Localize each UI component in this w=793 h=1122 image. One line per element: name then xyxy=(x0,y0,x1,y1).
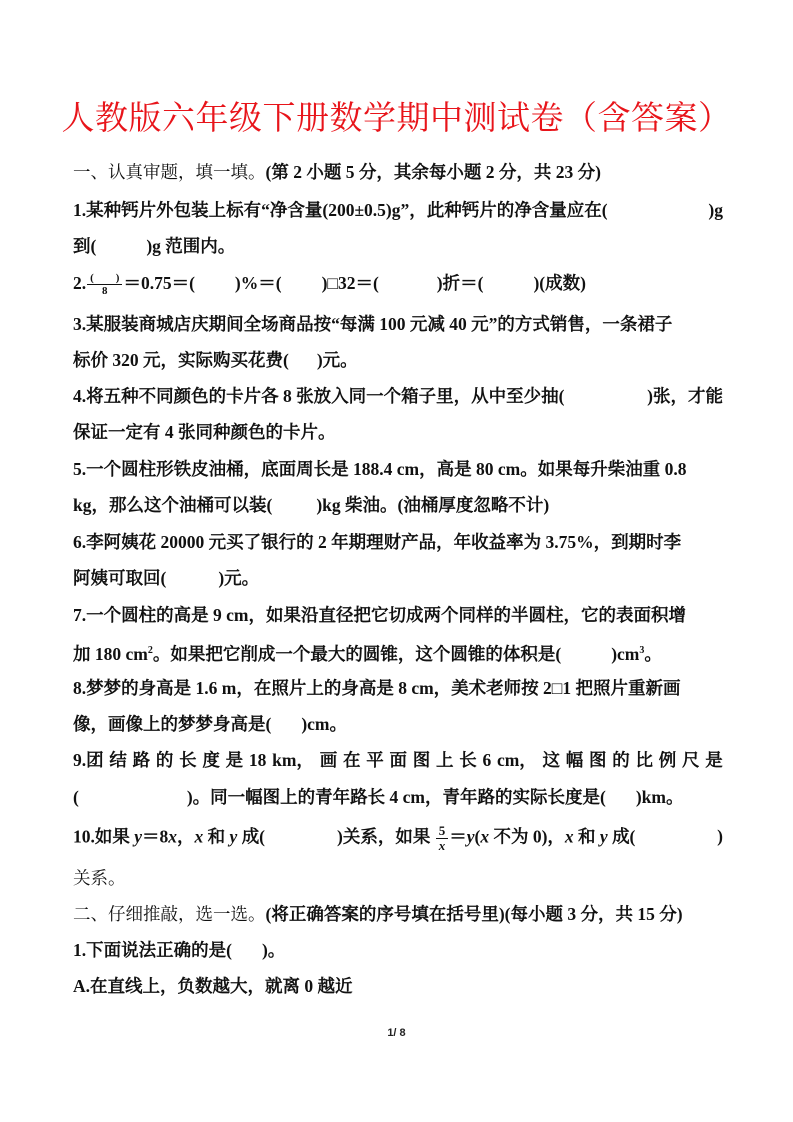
q3-line2 xyxy=(73,348,723,372)
variable-x: x xyxy=(480,826,490,847)
q6-line2-a: 阿姨可取回( xyxy=(73,568,167,588)
q10-text: 不为 0)， xyxy=(489,826,565,847)
q9-line2-c: )km。 xyxy=(635,787,684,807)
q10-text: ， xyxy=(177,826,195,847)
superscript: 3 xyxy=(639,645,645,656)
q2-part1: ＝0.75＝( xyxy=(123,273,195,293)
q7-line2 xyxy=(73,639,723,666)
q3-line2-a: 标价 320 元，实际购买花费( xyxy=(73,350,289,370)
q10-close-paren: ) xyxy=(717,826,723,846)
q9-word: 例 xyxy=(658,750,677,770)
q4-line1 xyxy=(73,384,723,408)
fraction xyxy=(87,272,122,297)
s2-q1-option-a: A.在直线上，负数越大，就离 0 越近 xyxy=(73,976,353,996)
q9-word: 长 xyxy=(459,750,477,770)
s2-q1-stem-b: )。 xyxy=(261,940,286,960)
q7-line2-c: )cm xyxy=(611,643,640,664)
q9-line2 xyxy=(73,785,723,809)
variable-y: y xyxy=(229,826,238,847)
variable-x: x xyxy=(168,826,178,847)
page-indicator: 1/ 8 xyxy=(387,1027,406,1039)
q7-line2-d: 。 xyxy=(644,643,662,664)
q9-line2-a: ( xyxy=(73,787,79,807)
variable-y: y xyxy=(466,826,475,847)
q1-unit: )g xyxy=(708,200,723,220)
q1-line2 xyxy=(73,234,723,258)
q9-word: 在 xyxy=(342,750,361,770)
q9-word: 6 xyxy=(482,750,492,770)
fraction-numerator: 5 xyxy=(436,824,449,839)
q9-line2-left xyxy=(73,785,683,809)
variable-x: x xyxy=(564,826,574,847)
q9-word: 图 xyxy=(589,750,607,770)
q6-line2-b: )元。 xyxy=(218,568,260,588)
q10-line2-text: 关系。 xyxy=(73,868,126,888)
q8-line2-b: )cm。 xyxy=(301,714,348,734)
section2-heading-text: 二、仔细推敲，选一选。 xyxy=(73,904,266,924)
q10-line2 xyxy=(73,866,723,890)
section2-heading xyxy=(73,902,723,926)
q2-part5: )(成数) xyxy=(533,273,586,293)
q9-word: 幅 xyxy=(565,750,584,770)
q4-line2: 保证一定有 4 张同种颜色的卡片。 xyxy=(73,422,336,442)
q7-line1: 7.一个圆柱的高是 9 cm，如果沿直径把它切成两个同样的半圆柱，它的表面积增 xyxy=(73,605,686,625)
q8-line1: 8.梦梦的身高是 1.6 m，在照片上的身高是 8 cm，美术老师按 2□1 把照片重新画 xyxy=(73,678,681,698)
q1-line2-b: )g 范围内。 xyxy=(146,236,236,256)
fraction-denominator: x xyxy=(438,838,446,853)
fraction-denominator: 8 xyxy=(102,285,108,298)
q9-word: 路 xyxy=(132,750,151,770)
q2-part2: )%＝( xyxy=(234,273,282,293)
q10-text: 和 xyxy=(203,826,230,847)
q9-word: cm， xyxy=(496,750,537,770)
q2-part4: )折＝( xyxy=(436,273,484,293)
q5-line2 xyxy=(73,493,723,517)
s2-q1-stem xyxy=(73,938,723,962)
q2-line xyxy=(73,271,723,297)
q9-word: 的 xyxy=(612,750,630,770)
q3-line1: 3.某服装商城店庆期间全场商品按“每满 100 元减 40 元”的方式销售，一条裙子 xyxy=(73,314,673,334)
q9-word: 这 xyxy=(542,750,561,770)
q9-line2-b: )。同一幅图上的青年路长 4 cm，青年路的实际长度是( xyxy=(186,787,606,807)
q6-line2 xyxy=(73,566,723,590)
q9-word: 是 xyxy=(705,750,723,770)
q10-line1 xyxy=(73,824,723,853)
q10-text: ＝ xyxy=(449,826,467,847)
variable-y: y xyxy=(599,826,608,847)
q10-text: ( xyxy=(474,826,481,847)
q7-line2-b: 。如果把它削成一个最大的圆锥，这个圆锥的体积是( xyxy=(152,643,562,664)
section1-heading-note: (第 2 小题 5 分，其余每小题 2 分，共 23 分) xyxy=(265,162,601,182)
section1-heading-text: 一、认真审题，填一填。 xyxy=(73,162,266,182)
q4-line1-b: )张，才能 xyxy=(647,386,723,406)
q9-word: km， xyxy=(272,750,314,770)
q9-word: 上 xyxy=(435,750,454,770)
q2-prefix: 2. xyxy=(73,273,87,293)
section1-heading xyxy=(73,160,723,184)
q5-line2-b: )kg 柴油。(油桶厚度忽略不计) xyxy=(316,495,550,515)
q5-line1: 5.一个圆柱形铁皮油桶，底面周长是 188.4 cm，高是 80 cm。如果每升柴油重 0.8 xyxy=(73,459,687,479)
q7-line2-a: 加 180 cm xyxy=(73,643,148,664)
fraction xyxy=(436,824,449,853)
q10-text: )关系，如果 xyxy=(337,826,435,847)
q10-text: 成( xyxy=(237,826,266,847)
q3-line2-b: )元。 xyxy=(316,350,358,370)
q10-text: 10.如果 xyxy=(73,826,135,847)
q2-part3: )□32＝( xyxy=(321,273,379,293)
q6-line1: 6.李阿姨花 20000 元买了银行的 2 年期理财产品，年收益率为 3.75%，到期时李 xyxy=(73,532,682,552)
q10-text: 和 xyxy=(573,826,600,847)
q9-word: 度 xyxy=(202,750,220,770)
variable-y: y xyxy=(134,826,143,847)
q9-word: 平 xyxy=(366,750,384,770)
q1-line1 xyxy=(73,198,723,222)
q8-line2-a: 像，画像上的梦梦身高是( xyxy=(73,714,272,734)
superscript: 2 xyxy=(147,645,153,656)
q10-text: 成( xyxy=(607,826,636,847)
s2-q1-stem-a: 1.下面说法正确的是( xyxy=(73,940,232,960)
q4-line1-a: 4.将五种不同颜色的卡片各 8 张放入同一个箱子里，从中至少抽( xyxy=(73,386,565,406)
q9-word: 18 xyxy=(248,750,267,770)
fraction-numerator-blank[interactable]: ( ) xyxy=(87,272,122,285)
q1-line2-a: 到( xyxy=(73,236,97,256)
q10-line1-left xyxy=(73,824,635,853)
section2-heading-note: (将正确答案的序号填在括号里)(每小题 3 分，共 15 分) xyxy=(265,904,683,924)
q9-word: 图 xyxy=(412,750,431,770)
q9-word: 比 xyxy=(635,750,654,770)
q1-text: 1.某种钙片外包装上标有“净含量(200±0.5)g”，此种钙片的净含量应在( xyxy=(73,200,608,220)
q8-line2 xyxy=(73,712,723,736)
q5-line2-a: kg，那么这个油桶可以装( xyxy=(73,495,273,515)
q9-word: 9.团 xyxy=(73,750,104,770)
q10-text: ＝8 xyxy=(142,826,169,847)
q9-word: 是 xyxy=(225,750,244,770)
q9-word: 尺 xyxy=(682,750,700,770)
document-title: 人教版六年级下册数学期中测试卷（含答案） xyxy=(61,98,732,137)
q9-word: 面 xyxy=(389,750,407,770)
q9-line1 xyxy=(73,748,723,772)
variable-x: x xyxy=(194,826,204,847)
q9-word: 画 xyxy=(319,750,338,770)
q9-word: 结 xyxy=(109,750,127,770)
q9-word: 长 xyxy=(179,750,197,770)
q9-word: 的 xyxy=(155,750,174,770)
